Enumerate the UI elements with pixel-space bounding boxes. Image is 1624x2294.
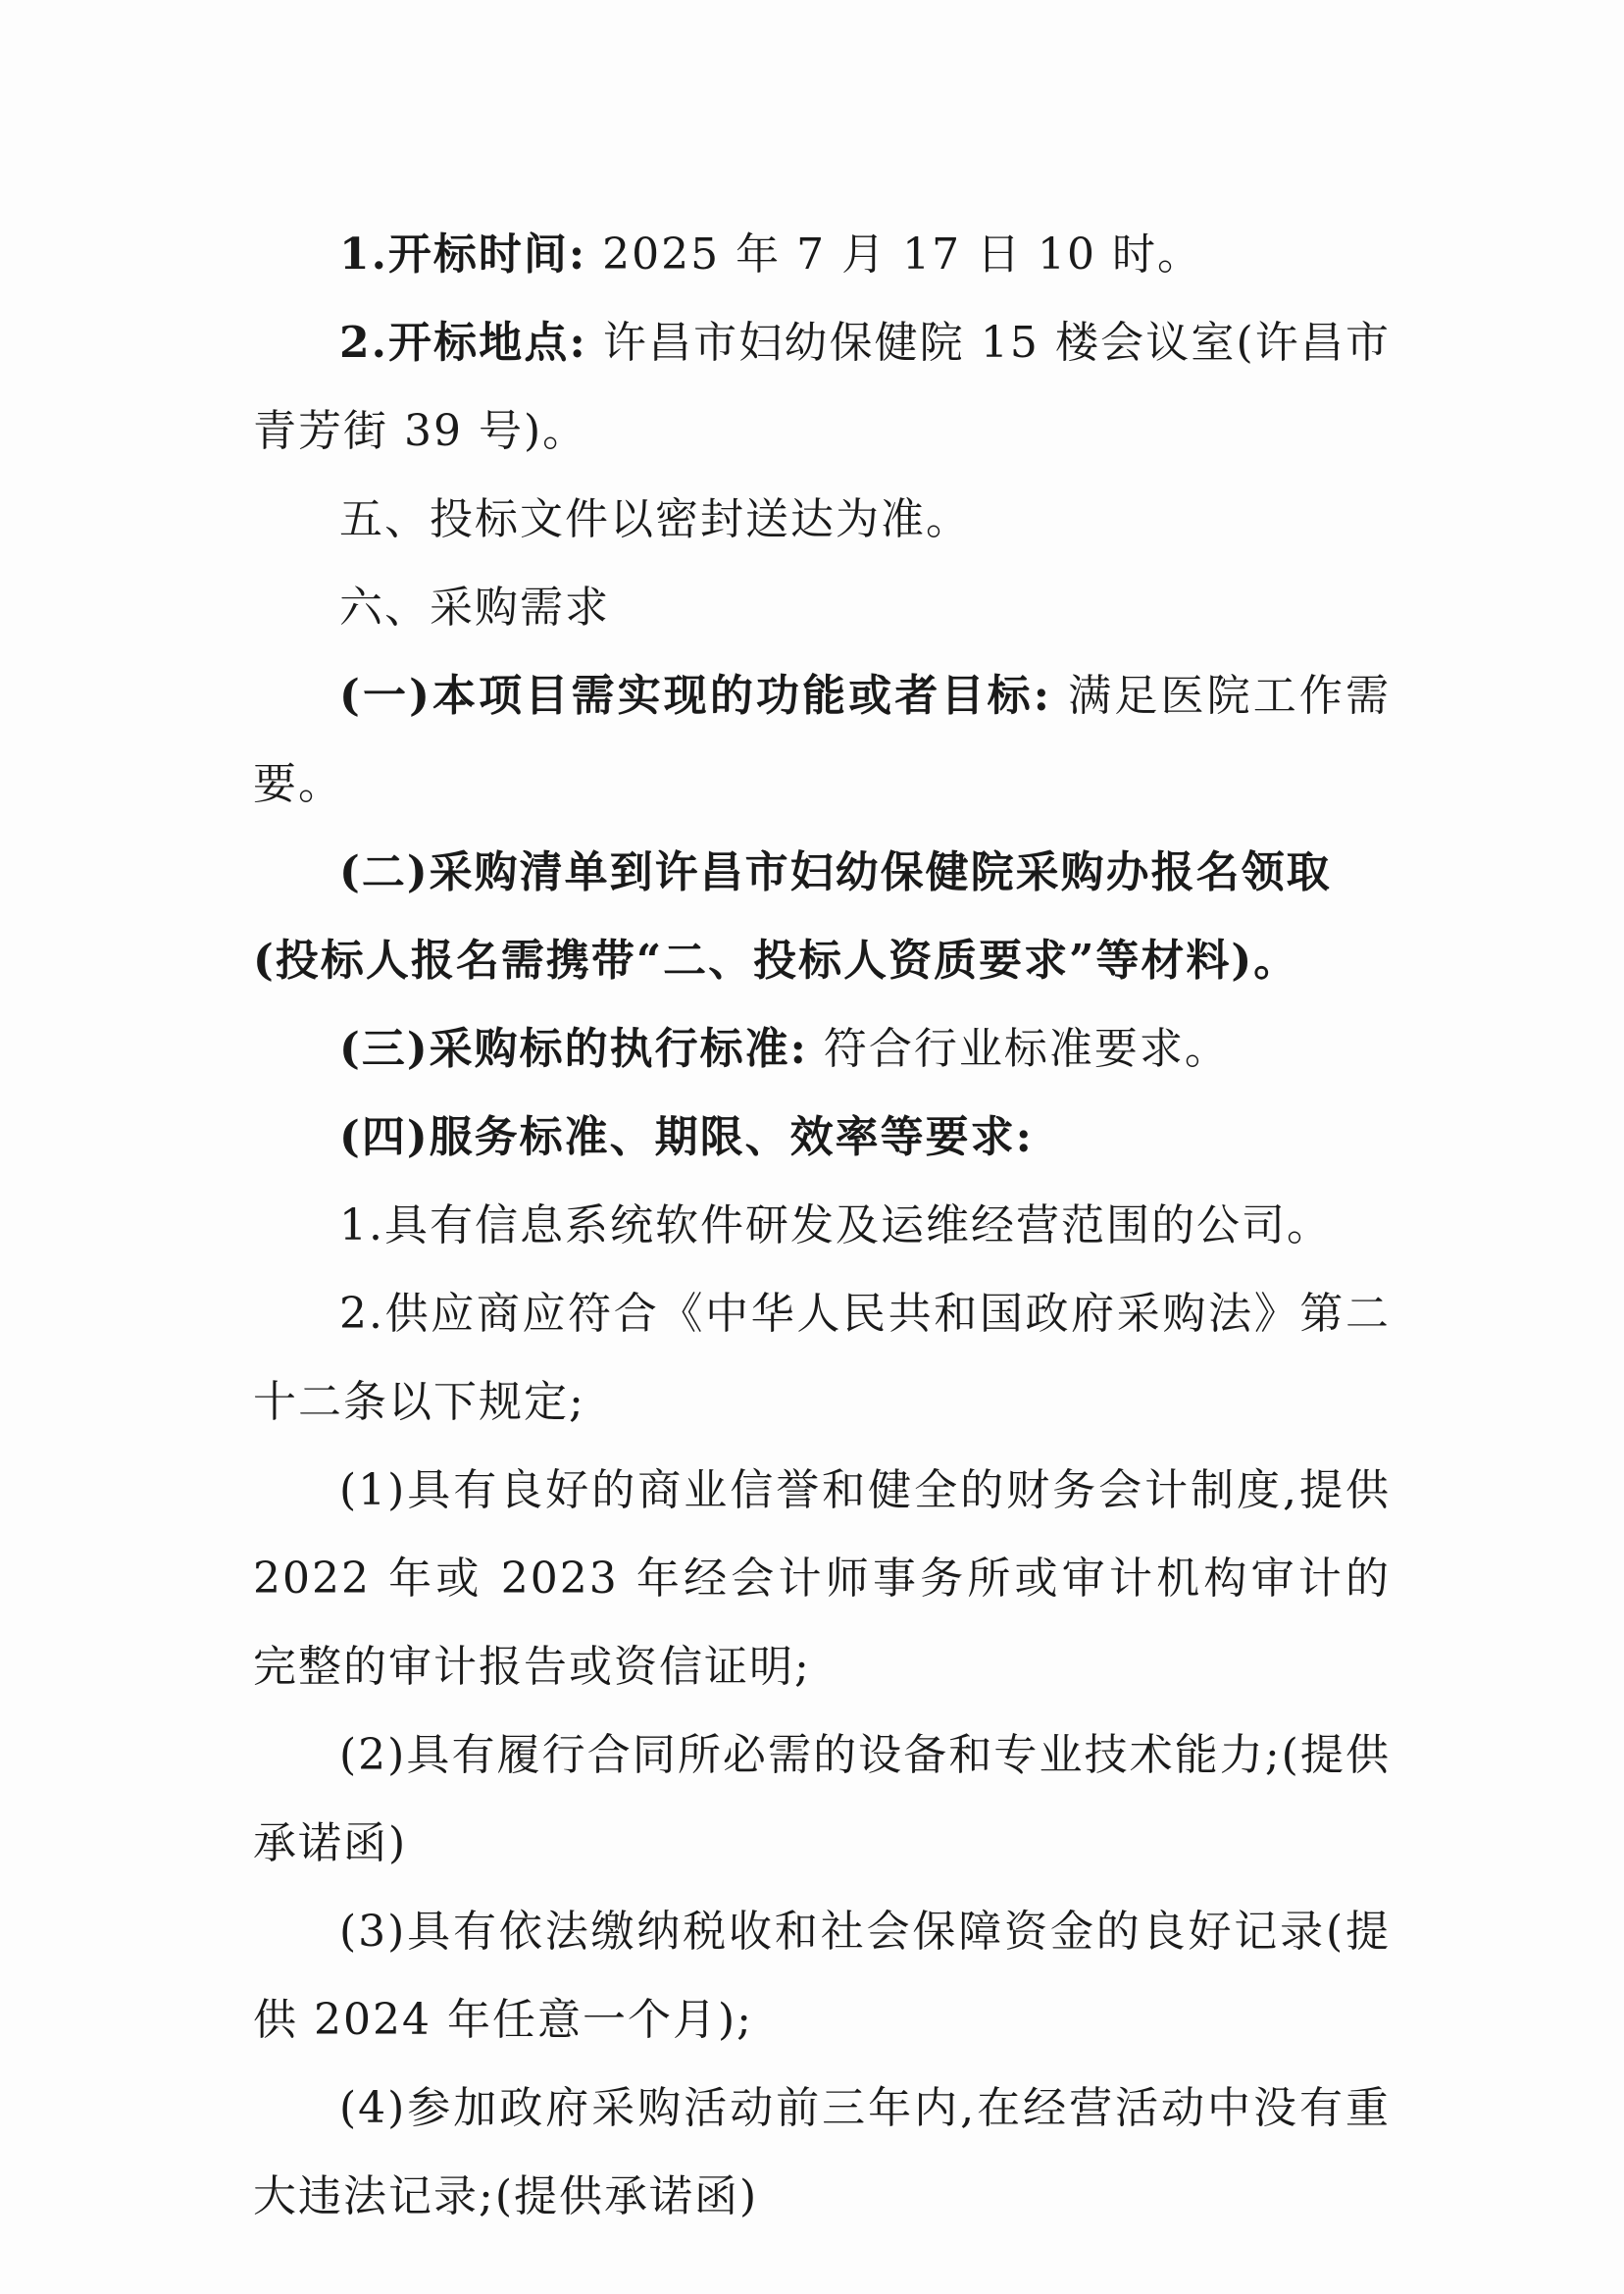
requirement-sub-1: (1)具有良好的商业信誉和健全的财务会计制度,提供 2022 年或 2023 年经会计师事务所或审计机构审计的完整的审计报告或资信证明; bbox=[253, 1465, 1391, 1692]
requirement-sub-3: (3)具有依法缴纳税收和社会保障资金的良好记录(提供 2024 年任意一个月); bbox=[253, 1907, 1391, 2045]
bid-opening-location-value: 许昌市妇幼保健院 15 楼会议室(许昌市青芳街 39 号)。 bbox=[253, 318, 1391, 456]
requirement-item-2: 2.供应商应符合《中华人民共和国政府采购法》第二十二条以下规定; bbox=[253, 1289, 1391, 1427]
document-body bbox=[253, 211, 1391, 2241]
requirement-one-value: 满足医院工作需要。 bbox=[253, 671, 1391, 809]
bid-opening-location-label: 2.开标地点: bbox=[339, 318, 587, 368]
bid-opening-time-label: 1.开标时间: bbox=[339, 229, 587, 280]
requirement-item-1: 1.具有信息系统软件研发及运维经营范围的公司。 bbox=[339, 1200, 1332, 1250]
bid-opening-time-value: 2025 年 7 月 17 日 10 时。 bbox=[586, 229, 1203, 280]
requirement-one bbox=[253, 652, 1391, 829]
requirement-four-heading: (四)服务标准、期限、效率等要求: bbox=[339, 1112, 1034, 1162]
section-five-heading: 五、投标文件以密封送达为准。 bbox=[339, 494, 971, 544]
section-six-heading: 六、采购需求 bbox=[339, 583, 610, 633]
requirement-one-label: (一)本项目需实现的功能或者目标: bbox=[339, 671, 1052, 721]
requirement-three-label: (三)采购标的执行标准: bbox=[339, 1024, 808, 1074]
requirement-three-value: 符合行业标准要求。 bbox=[807, 1024, 1230, 1074]
requirement-sub-4: (4)参加政府采购活动前三年内,在经营活动中没有重大违法记录;(提供承诺函) bbox=[253, 2083, 1391, 2221]
requirement-two bbox=[253, 829, 1391, 1005]
requirement-two-line-1: (二)采购清单到许昌市妇幼保健院采购办报名领取 bbox=[339, 847, 1332, 897]
requirement-three bbox=[253, 1005, 1391, 1094]
bid-opening-location bbox=[253, 299, 1391, 476]
requirement-sub-2: (2)具有履行合同所必需的设备和专业技术能力;(提供承诺函) bbox=[253, 1730, 1391, 1868]
requirement-two-line-2: (投标人报名需携带“二、投标人资质要求”等材料)。 bbox=[253, 936, 1299, 986]
bid-opening-time bbox=[253, 211, 1391, 299]
